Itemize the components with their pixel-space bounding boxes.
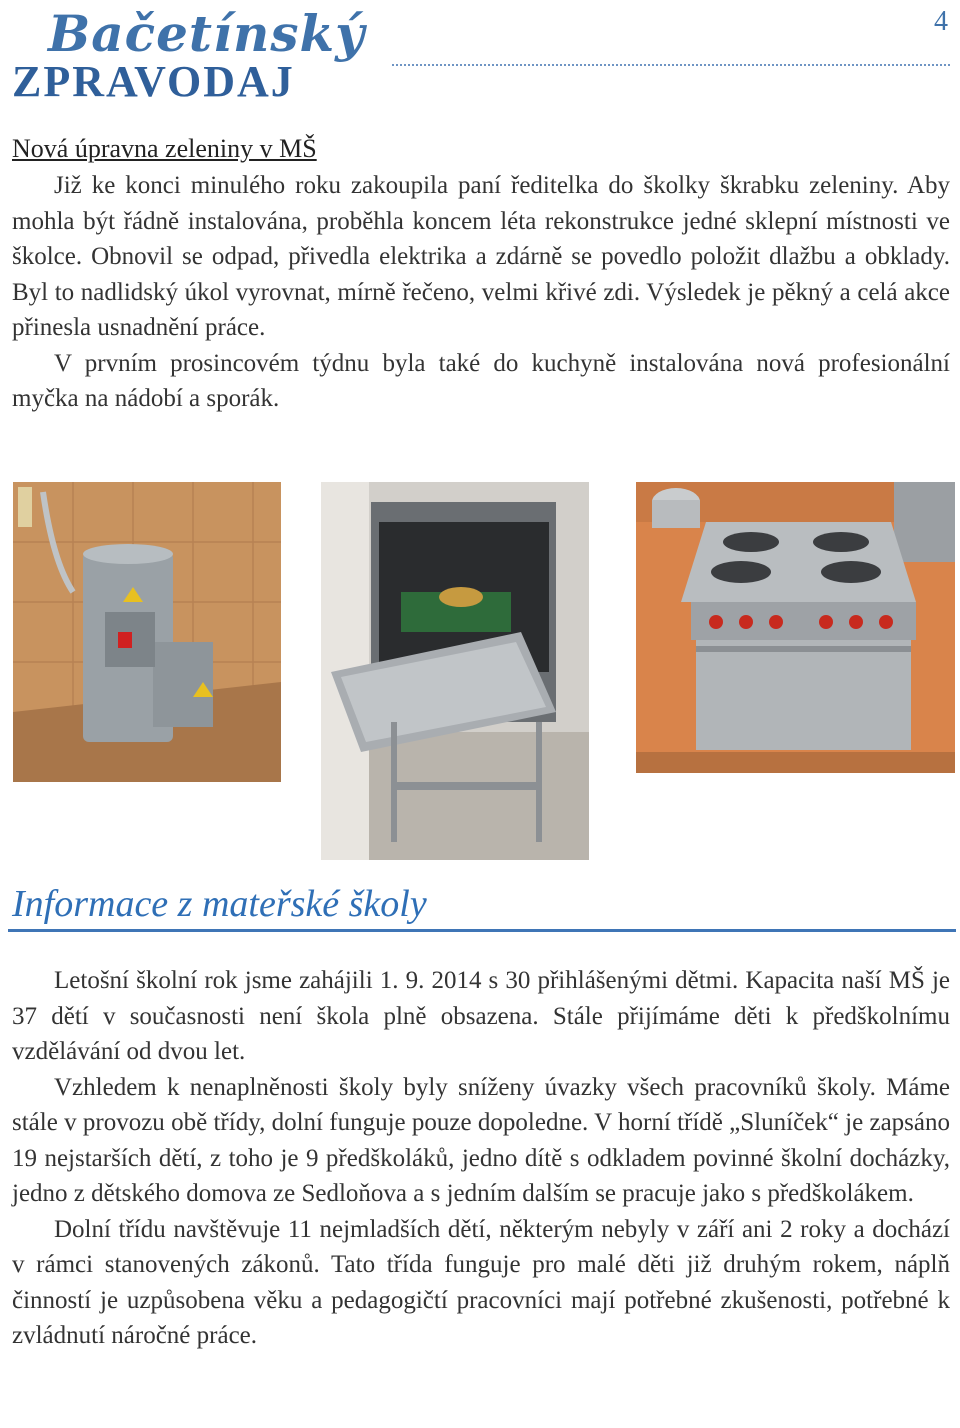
article-heading-vegetable-room: Nová úpravna zeleniny v MŠ xyxy=(12,134,317,163)
paragraph: Již ke konci minulého roku zakoupila paní ředitelka do školky škrabku zeleniny. Aby mohla být řádně instalována, proběhla koncem léta rekonstrukce jedné sklepní místnosti ve školce. Obnovil se odpad, přivedla elektrika a zdárně se povedlo položit dlažbu a obklady. Byl to nadlidský úkol vyrovnat, mírně řečeno, velmi křivé zdi. Výsledek je pěkný a celá akce přinesla usnadnění práce. xyxy=(12,172,950,341)
paragraph: Dolní třídu navštěvuje 11 nejmladších dětí, některým nebyly v září ani 2 roky a dochází v rámci stanovených zákonů. Tato třída funguje pro malé děti již druhým rokem, náplň činností je uzpůsobena věku a pedagogičtí pracovníci mají potřebné zkušenosti, potřebné k zvládnutí náročné práce. xyxy=(12,1215,950,1349)
section-heading-kindergarten-info: Informace z mateřské školy xyxy=(12,883,427,925)
photo-vegetable-peeler xyxy=(13,482,281,782)
header-dotted-rule xyxy=(392,64,950,66)
article-body-vegetable-room xyxy=(12,168,950,417)
newsletter-masthead-logo xyxy=(12,4,372,104)
paragraph: Letošní školní rok jsme zahájili 1. 9. 2014 s 30 přihlášenými dětmi. Kapacita naší MŠ je 37 dětí v současnosti není škola plně obsazena. Stále přijímáme děti k předškolnímu vzdělávání od dvou let. xyxy=(12,967,950,1065)
section-heading-rule xyxy=(8,929,956,932)
paragraph: Vzhledem k nenaplněnosti školy byly sníženy úvazky všech pracovníků školy. Máme stále v provozu obě třídy, dolní funguje pouze dopoledne. V horní třídě „Sluníček“ je zapsáno 19 nejstarších dětí, z toho je 9 předškoláků, jedno dítě s odkladem povinné školní docházky, jedno z dětského domova ze Sedloňova a s jedním dalším se pracuje jako s předškolákem. xyxy=(12,1073,950,1207)
masthead-title-script: Bačetínský xyxy=(48,4,366,63)
article-body-kindergarten-info xyxy=(12,963,950,1354)
photo-dishwasher xyxy=(321,482,589,860)
page-number: 4 xyxy=(934,6,948,37)
masthead-title-caps: ZPRAVODAJ xyxy=(12,57,295,106)
paragraph: V prvním prosincovém týdnu byla také do kuchyně instalována nová profesionální myčka na nádobí a sporák. xyxy=(12,349,950,412)
photo-electric-stove xyxy=(636,482,955,773)
